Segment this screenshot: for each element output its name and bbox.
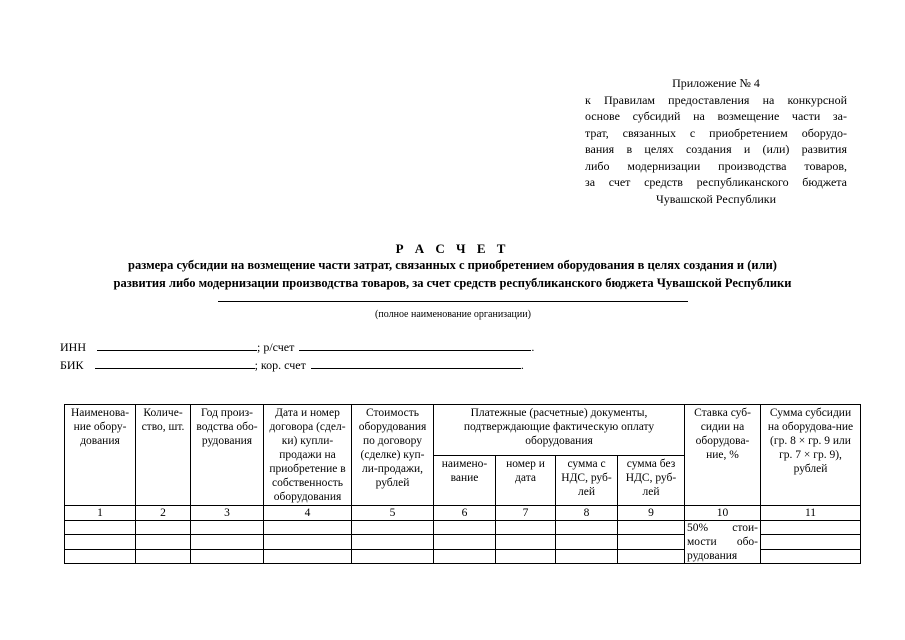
table-cell[interactable]: [761, 535, 861, 549]
header-equipment-name: Наименова-ние обору-дования: [65, 405, 136, 506]
header-cost: Стоимость оборудования по договору (сделке) куп-ли-продажи, рублей: [352, 405, 434, 506]
organization-name-line: [218, 301, 688, 302]
table-row: [65, 521, 861, 535]
column-number: 10: [685, 506, 761, 521]
header-document-name: наимено-вание: [434, 455, 496, 506]
column-number: 8: [556, 506, 618, 521]
corr-account-field[interactable]: [311, 357, 521, 369]
table-cell[interactable]: [191, 521, 264, 535]
document-subtitle-line-1: размера субсидии на возмещение части затрат, связанных с приобретением оборудования в целях создания и (или): [128, 258, 777, 272]
column-number-row: [65, 506, 861, 521]
inn-row: [60, 339, 534, 355]
corr-account-label: ; кор. счет: [254, 358, 306, 372]
column-number: 6: [434, 506, 496, 521]
header-contract: Дата и номер договора (сдел-ки) купли-продажи на приобретение в собственность оборудования: [264, 405, 352, 506]
table-cell[interactable]: [352, 549, 434, 563]
subsidy-table: [64, 404, 861, 564]
table-cell[interactable]: [264, 535, 352, 549]
bik-field[interactable]: [95, 357, 255, 369]
column-number: 3: [191, 506, 264, 521]
table-cell[interactable]: [434, 521, 496, 535]
table-cell[interactable]: [352, 535, 434, 549]
table-cell[interactable]: [618, 549, 685, 563]
table-cell[interactable]: [556, 521, 618, 535]
document-subtitle-line-2: развития либо модернизации производства товаров, за счет средств республиканского бюджета Чувашской Республики: [113, 276, 792, 290]
header-row-1: [65, 405, 861, 456]
appendix-line: вания в целях создания и (или) развития: [585, 142, 847, 156]
table-cell[interactable]: [264, 549, 352, 563]
table-cell[interactable]: [65, 521, 136, 535]
header-quantity: Количе-ство, шт.: [136, 405, 191, 506]
table-cell[interactable]: [352, 521, 434, 535]
subsidy-rate-cell: 50% стои-мости обо-рудования: [685, 521, 761, 564]
header-sum-without-vat: сумма без НДС, руб-лей: [618, 455, 685, 506]
table-cell[interactable]: [136, 535, 191, 549]
appendix-title: Приложение № 4: [672, 76, 760, 90]
appendix-line: за счет средств республиканского бюджета: [585, 175, 847, 189]
table-cell[interactable]: [496, 549, 556, 563]
header-production-year: Год произ-водства обо-рудования: [191, 405, 264, 506]
table-cell[interactable]: [65, 535, 136, 549]
appendix-line: к Правилам предоставления на конкурсной: [585, 92, 847, 107]
table-cell[interactable]: [556, 549, 618, 563]
table-cell[interactable]: [191, 535, 264, 549]
appendix-line: трат, связанных с приобретением оборудо-: [585, 125, 847, 140]
table-cell[interactable]: [136, 549, 191, 563]
header-payment-documents: Платежные (расчетные) документы, подтверждающие фактическую оплату оборудования: [434, 405, 685, 456]
table-cell[interactable]: [136, 521, 191, 535]
table-cell[interactable]: [191, 549, 264, 563]
column-number: 11: [761, 506, 861, 521]
header-subsidy-rate: Ставка суб-сидии на оборудова-ние, %: [685, 405, 761, 506]
column-number: 5: [352, 506, 434, 521]
column-number: 9: [618, 506, 685, 521]
column-number: 1: [65, 506, 136, 521]
table-cell[interactable]: [761, 549, 861, 563]
table-cell[interactable]: [434, 535, 496, 549]
appendix-note: [585, 75, 847, 207]
account-label: ; р/счет: [257, 340, 295, 354]
table-cell[interactable]: [618, 521, 685, 535]
table-cell[interactable]: [65, 549, 136, 563]
column-number: 7: [496, 506, 556, 521]
document-title: Р А С Ч Е Т: [395, 241, 510, 256]
table-cell[interactable]: [761, 521, 861, 535]
appendix-line: либо модернизации производства товаров,: [585, 158, 847, 173]
period-mark: .: [520, 358, 524, 372]
appendix-line: основе субсидий на возмещение части за-: [585, 109, 847, 123]
table-cell[interactable]: [434, 549, 496, 563]
table-cell[interactable]: [496, 535, 556, 549]
header-document-number-date: номер и дата: [496, 455, 556, 506]
appendix-line: Чувашской Республики: [655, 191, 777, 206]
period-mark: .: [531, 340, 535, 354]
organization-caption: (полное наименование организации): [375, 309, 531, 320]
header-subsidy-amount: Сумма субсидии на оборудова-ние (гр. 8 × гр. 9 или гр. 7 × гр. 9), рублей: [761, 405, 861, 506]
inn-label: ИНН: [60, 340, 86, 354]
bik-row: [60, 357, 524, 373]
column-number: 4: [264, 506, 352, 521]
table-cell[interactable]: [496, 521, 556, 535]
header-sum-with-vat: сумма с НДС, руб-лей: [556, 455, 618, 506]
bik-label: БИК: [60, 358, 84, 372]
inn-field[interactable]: [97, 339, 257, 351]
column-number: 2: [136, 506, 191, 521]
table-cell[interactable]: [556, 535, 618, 549]
account-field[interactable]: [299, 339, 531, 351]
table-cell[interactable]: [264, 521, 352, 535]
table-cell[interactable]: [618, 535, 685, 549]
